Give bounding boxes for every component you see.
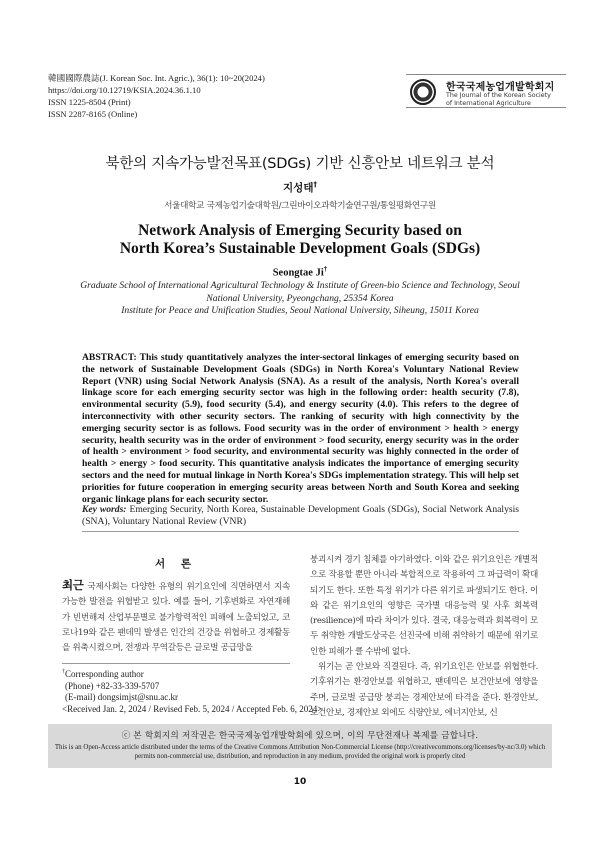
body-text-left: 국제사회는 다양한 유형의 위기요인에 직면하면서 지속가능한 발전을 위협받고 있다. 예를 들어, 기후변화로 자연재해가 빈번해져 산업부문별로 불가항력적인 피해에 노출되었고, 코로나19와 같은 팬데믹 발생은 인간의 건강을 위협하고 경제활동을 위축시켰으며, 전쟁과 무역갈등은 글로벌 공급망을 (62, 582, 290, 654)
footnote-mark: † (62, 669, 65, 675)
abstract-divider (82, 531, 519, 532)
journal-citation: 韓國國際農誌(J. Korean Soc. Int. Agric.), 36(1): 10~20(2024) (48, 73, 265, 83)
body-column-right (310, 553, 538, 721)
affiliation-line: Graduate School of International Agricultural Technology & Institute of Green-bio Science and Technology, Seoul (80, 280, 520, 291)
footnote-corresponding (62, 667, 322, 681)
english-title-line1: Network Analysis of Emerging Security based on (138, 222, 462, 239)
license-notice-english: This is an Open-Access article distributed under the terms of the Creative Commons Attribution Non-Commercial License (http://creativecommons.org/licenses/by-nc/3.0) which permits non-commercial use, distribution, and reproduction in any medium, provided the original work is properly cited (54, 744, 546, 760)
english-author-name: Seongtae Ji (272, 267, 324, 279)
body-column-left (62, 578, 290, 656)
footnote-dates: <Received Jan. 2, 2024 / Revised Feb. 5, 2024 / Accepted Feb. 6, 2024> (62, 703, 323, 714)
keywords (82, 504, 519, 528)
journal-logo (406, 74, 566, 108)
keywords-text: Emerging Security, North Korea, Sustainable Development Goals (SDGs), Social Network Analysis (SNA), Voluntary National Review (VNR) (82, 504, 520, 527)
affiliation-line: Institute for Peace and Unification Studies, Seoul National University, Siheung, 15011 Korea (121, 305, 479, 317)
footnote-divider (62, 663, 290, 664)
lead-word: 최근 (62, 578, 84, 592)
citation-header (48, 72, 265, 120)
english-affiliation (0, 280, 600, 318)
doi-link[interactable]: https://doi.org/10.12719/KSIA.2024.36.1.10 (48, 85, 201, 95)
footnote-label: Corresponding author (65, 669, 144, 679)
abstract-label: ABSTRACT: (82, 352, 137, 363)
english-title (0, 222, 600, 258)
page-number: 10 (293, 777, 307, 787)
footnote-email[interactable]: (E-mail) dongsimjst@snu.ac.kr (65, 692, 179, 703)
license-box (48, 724, 552, 768)
journal-name-korean: 한국국제농업개발학회지 (446, 82, 555, 93)
korean-author (0, 180, 600, 195)
copyright-notice-korean: ⓒ 본 학회지의 저작권은 한국국제농업개발학회에 있으며, 이의 무단전재나 복제를 금합니다. (121, 731, 479, 741)
keywords-label: Key words: (82, 504, 127, 515)
korean-author-name: 지성태 (283, 182, 314, 194)
journal-name-english-line2: of International Agriculture (446, 100, 531, 107)
body-paragraph: 붕괴시켜 경기 침체를 야기하였다. 이와 같은 위기요인은 개별적으로 작용할 뿐만 아니라 복합적으로 작용하여 그 파급력이 확대되기도 한다. 또한 특정 위기가 다른 위기로 파생되기도 한다. 이와 같은 위기요인의 영향은 국가별 대응능력 및 사후 회복력(resilience)에 따라 차이가 있다. 결국, 대응능력과 회복력이 모두 취약한 개발도상국은 선진국에 비해 취약하기 때문에 위기로 인한 피해가 클 수밖에 없다. (310, 555, 538, 657)
abstract-text: This study quantitatively analyzes the inter-sectoral linkages of emerging security based on the network of Sustainable Development Goals (SDGs) in North Korea's Voluntary National Review Report (VNR) using Social Network Analysis (SNA). As a result of the analysis, North Korea's overall linkage score for each emerging security sector was high in the following order: health security (7.8), environmental security (5.9), food security (5.4), and energy security (4.0). This refers to the degree of interconnectivity with other security sectors. The ranking of security with high connectivity by the emerging security sector is as follows. Food security was in the order of environment > health > energy security, health security was in the order of environment > food security, energy security was in the order of health > environment > food security, and environmental security was highly connected in the order of health > energy > food security. This quantitative analysis indicates the importance of emerging security sectors and the need for mutual linkage in North Korea's SDGs implementation strategy. This will help set priorities for future cooperation in emerging security areas between North and South Korea and seeking organic linkage plans for each security sector. (82, 352, 519, 505)
english-title-line2: North Korea’s Sustainable Development Goals (SDGs) (119, 240, 481, 257)
issn-print: ISSN 1225-8504 (Print) (48, 97, 131, 107)
korean-affiliation: 서울대학교 국제농업기술대학원/그린바이오과학기술연구원/통일평화연구원 (164, 201, 436, 211)
journal-name-english-line1: The Journal of the Korean Society (446, 92, 551, 99)
abstract (82, 352, 519, 505)
korean-title: 북한의 지속가능발전목표(SDGs) 기반 신흥안보 네트워크 분석 (105, 156, 495, 172)
issn-online: ISSN 2287-8165 (Online) (48, 109, 138, 119)
section-heading-introduction: 서 론 (155, 558, 197, 570)
corresponding-mark-english: † (323, 265, 328, 273)
corresponding-mark: † (313, 180, 317, 189)
society-emblem-icon (410, 79, 436, 105)
affiliation-line: National University, Pyeongchang, 25354 Korea (206, 292, 394, 304)
footnote-phone: (Phone) +82-33-339-5707 (65, 680, 160, 691)
english-author (0, 265, 600, 279)
body-paragraph: 위기는 곧 안보와 직결된다. 즉, 위기요인은 안보를 위협한다. 기후위기는 환경안보를 위협하고, 팬데믹은 보건안보에 영향을 주며, 글로벌 공급망 붕괴는 경제안보에 타격을 준다. 환경안보, 보건안보, 경제안보 외에도 식량안보, 에너지안보, 신 (310, 662, 538, 718)
footnote (62, 667, 322, 715)
